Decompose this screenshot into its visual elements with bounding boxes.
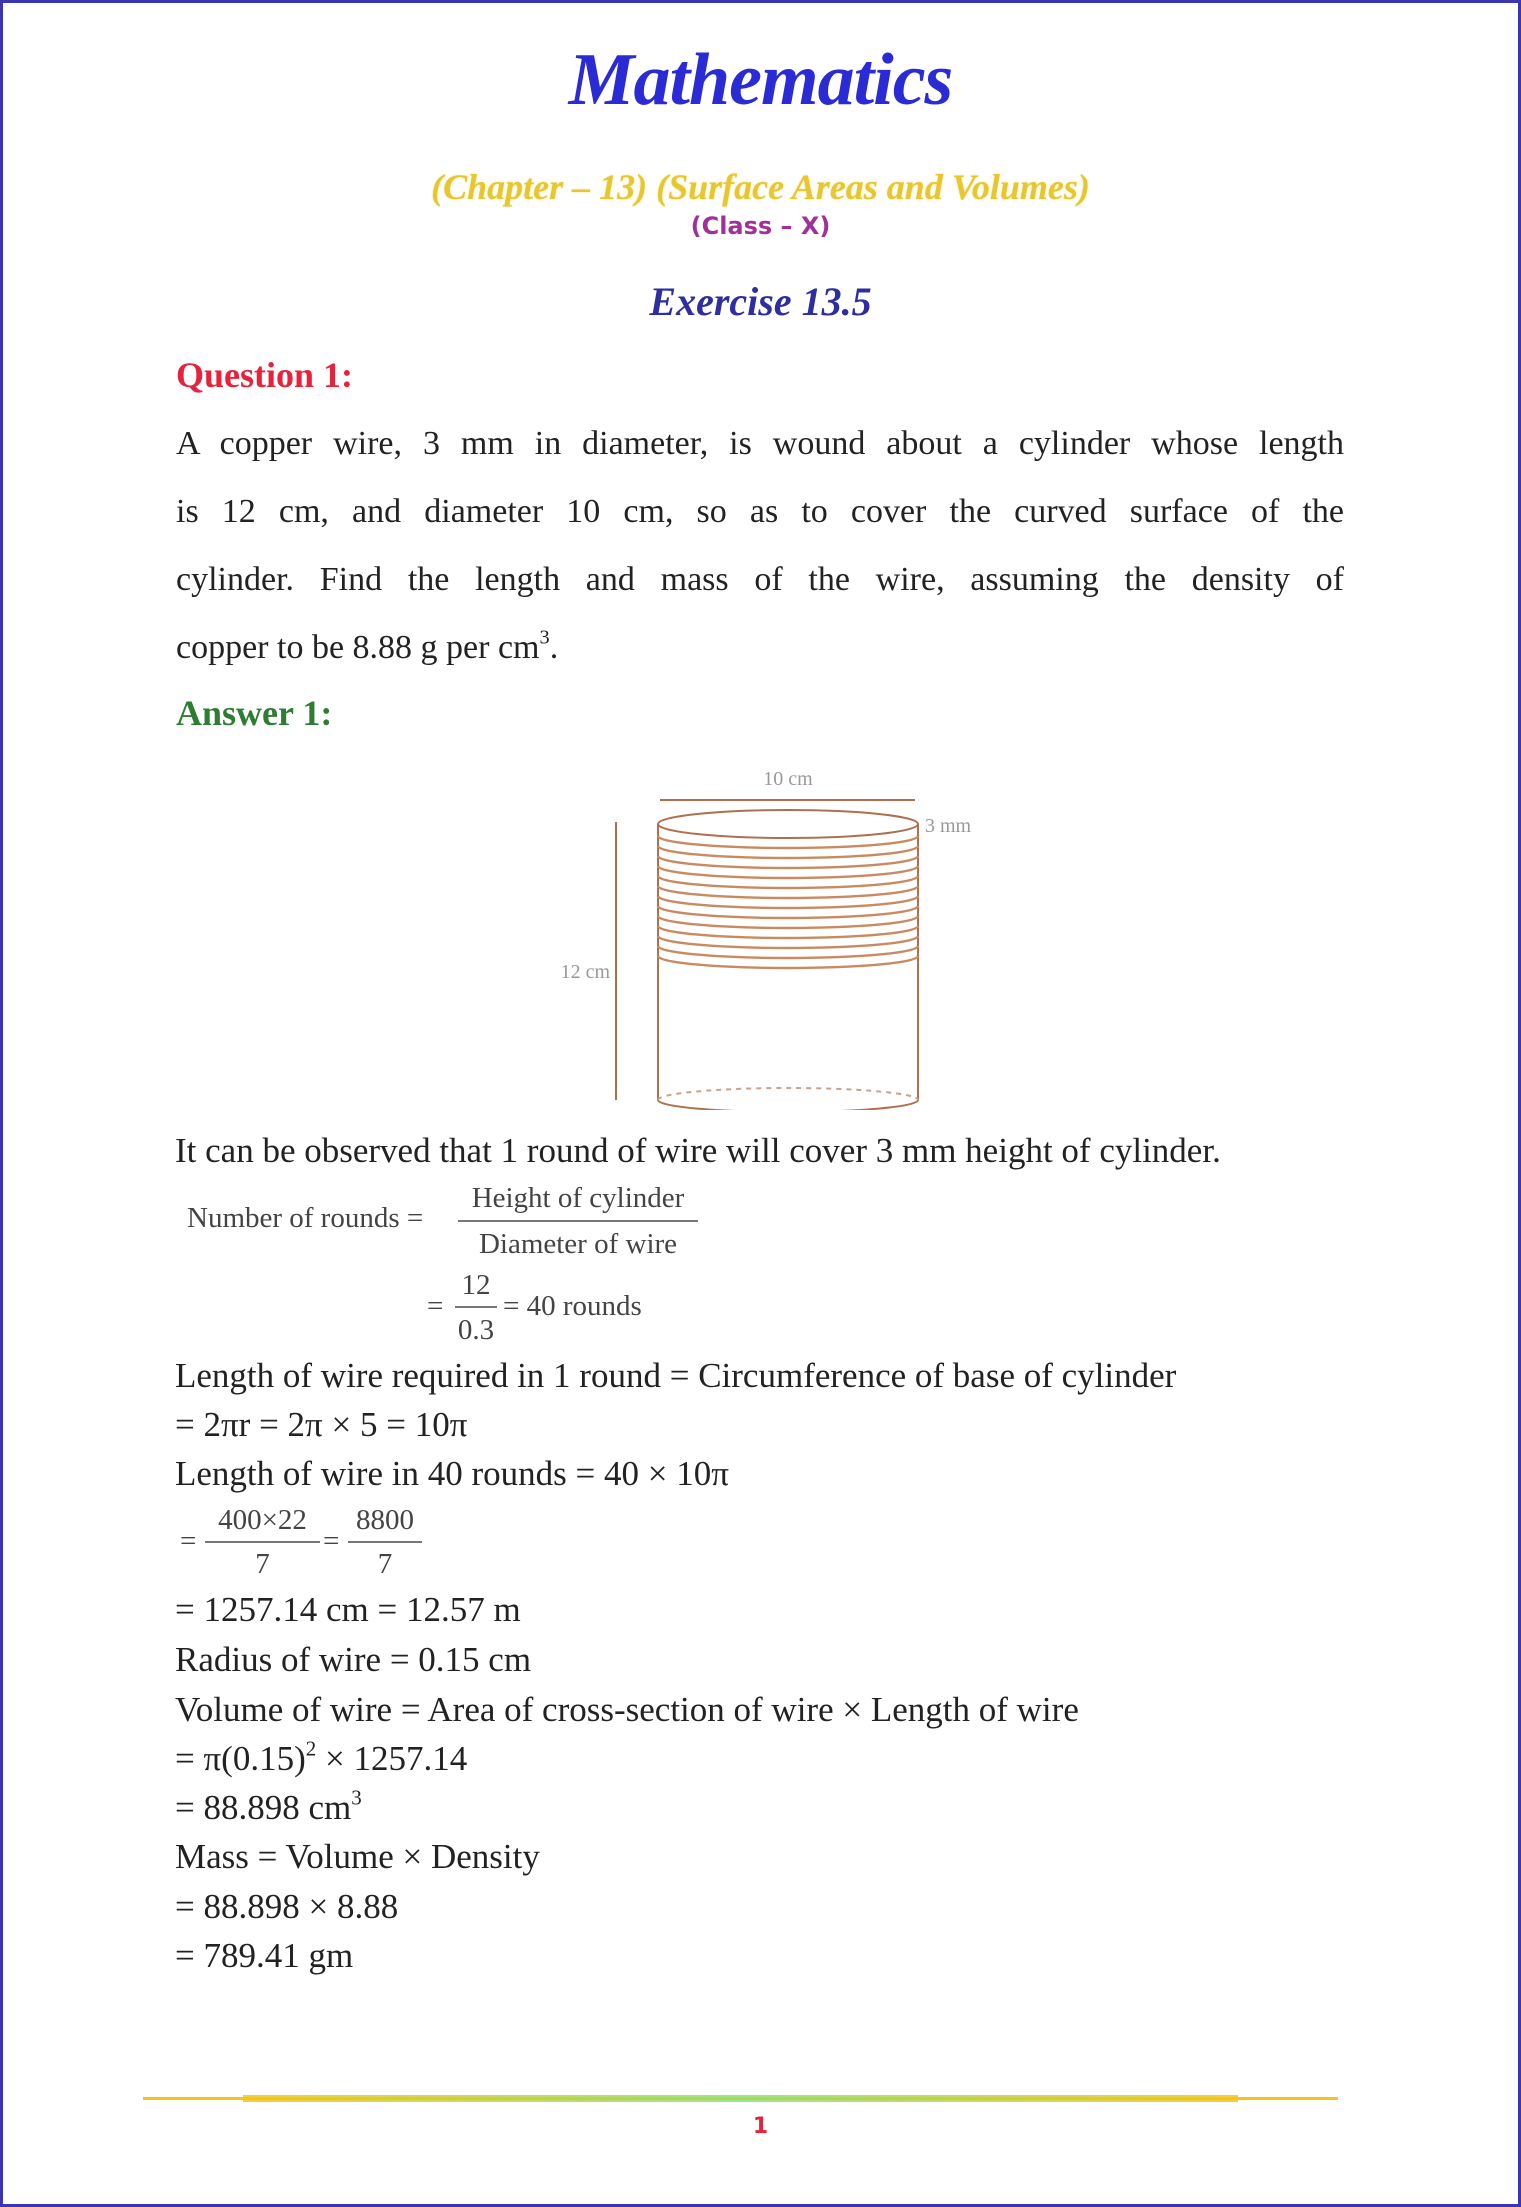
period: .	[549, 629, 559, 666]
page-title: Mathematics	[568, 39, 953, 121]
cylinder-top	[658, 810, 918, 838]
answer-label: Answer 1:	[176, 693, 333, 733]
rounds-num2: 12	[461, 1269, 491, 1301]
equals: =	[427, 1290, 444, 1322]
equals: =	[323, 1525, 340, 1557]
volume-calc-b: × 1257.14	[316, 1739, 468, 1778]
volume-formula: Volume of wire = Area of cross-section of wire × Length of wire	[175, 1690, 1079, 1729]
frac-numerator: 8800	[356, 1504, 414, 1536]
question-line: cylinder. Find the length and mass of the wire, assuming the density of	[176, 561, 1344, 598]
wire-coils	[658, 836, 918, 968]
superscript: 2	[305, 1736, 317, 1761]
frac-numerator: 400×22	[218, 1504, 307, 1536]
observation-text: It can be observed that 1 round of wire will cover 3 mm height of cylinder.	[175, 1131, 1221, 1170]
cylinder-bottom-hidden	[658, 1088, 918, 1100]
cylinder-bottom	[658, 1100, 918, 1110]
mass-calc: = 88.898 × 8.88	[175, 1887, 399, 1926]
rounds-den2: 0.3	[457, 1314, 495, 1346]
mass-formula: Mass = Volume × Density	[175, 1837, 540, 1876]
page-number: 1	[752, 2114, 769, 2139]
rounds-result: = 40 rounds	[503, 1290, 642, 1322]
question-line	[176, 614, 1344, 682]
question-label: Question 1:	[176, 355, 354, 395]
chapter-heading: (Chapter – 13) (Surface Areas and Volumes)	[431, 167, 1090, 207]
radius-of-wire: Radius of wire = 0.15 cm	[175, 1640, 532, 1679]
rounds-numerator: Height of cylinder	[471, 1182, 685, 1214]
length-one-round: Length of wire required in 1 round = Circumference of base of cylinder	[175, 1356, 1177, 1395]
frac-denominator: 7	[255, 1548, 270, 1580]
volume-calc	[175, 1736, 468, 1779]
length-40-rounds: Length of wire in 40 rounds = 40 × 10π	[175, 1454, 729, 1493]
question-line: A copper wire, 3 mm in diameter, is wound about a cylinder whose length	[176, 425, 1344, 462]
rounds-lhs: Number of rounds =	[187, 1202, 424, 1234]
height-label: 12 cm	[560, 961, 610, 983]
circumference-calc: = 2πr = 2π × 5 = 10π	[175, 1405, 468, 1444]
mass-result: = 789.41 gm	[175, 1936, 354, 1975]
equals: =	[180, 1525, 197, 1557]
question-line-text: copper to be 8.88 g per cm	[176, 629, 540, 666]
frac-denominator: 7	[377, 1548, 393, 1580]
footer-divider	[143, 2094, 1338, 2102]
fraction-bar	[455, 1306, 497, 1308]
volume-result-text: = 88.898 cm	[175, 1788, 352, 1827]
cylinder-wire-diagram	[540, 750, 1000, 1110]
fraction-bar	[348, 1541, 422, 1543]
superscript: 3	[351, 1785, 362, 1810]
class-label: (Class – X)	[690, 212, 831, 240]
rounds-denominator: Diameter of wire	[478, 1228, 678, 1260]
fraction-bar	[205, 1541, 320, 1543]
volume-result	[175, 1785, 362, 1828]
superscript: 3	[539, 626, 550, 649]
exercise-heading: Exercise 13.5	[649, 279, 872, 324]
wire-thickness-label: 3 mm	[925, 815, 972, 837]
length-result: = 1257.14 cm = 12.57 m	[175, 1590, 521, 1629]
fraction-bar	[458, 1220, 698, 1222]
width-label: 10 cm	[763, 768, 813, 790]
question-line: is 12 cm, and diameter 10 cm, so as to cover the curved surface of the	[176, 493, 1344, 530]
volume-calc-a: = π(0.15)	[175, 1739, 306, 1778]
question-text	[176, 410, 1344, 682]
